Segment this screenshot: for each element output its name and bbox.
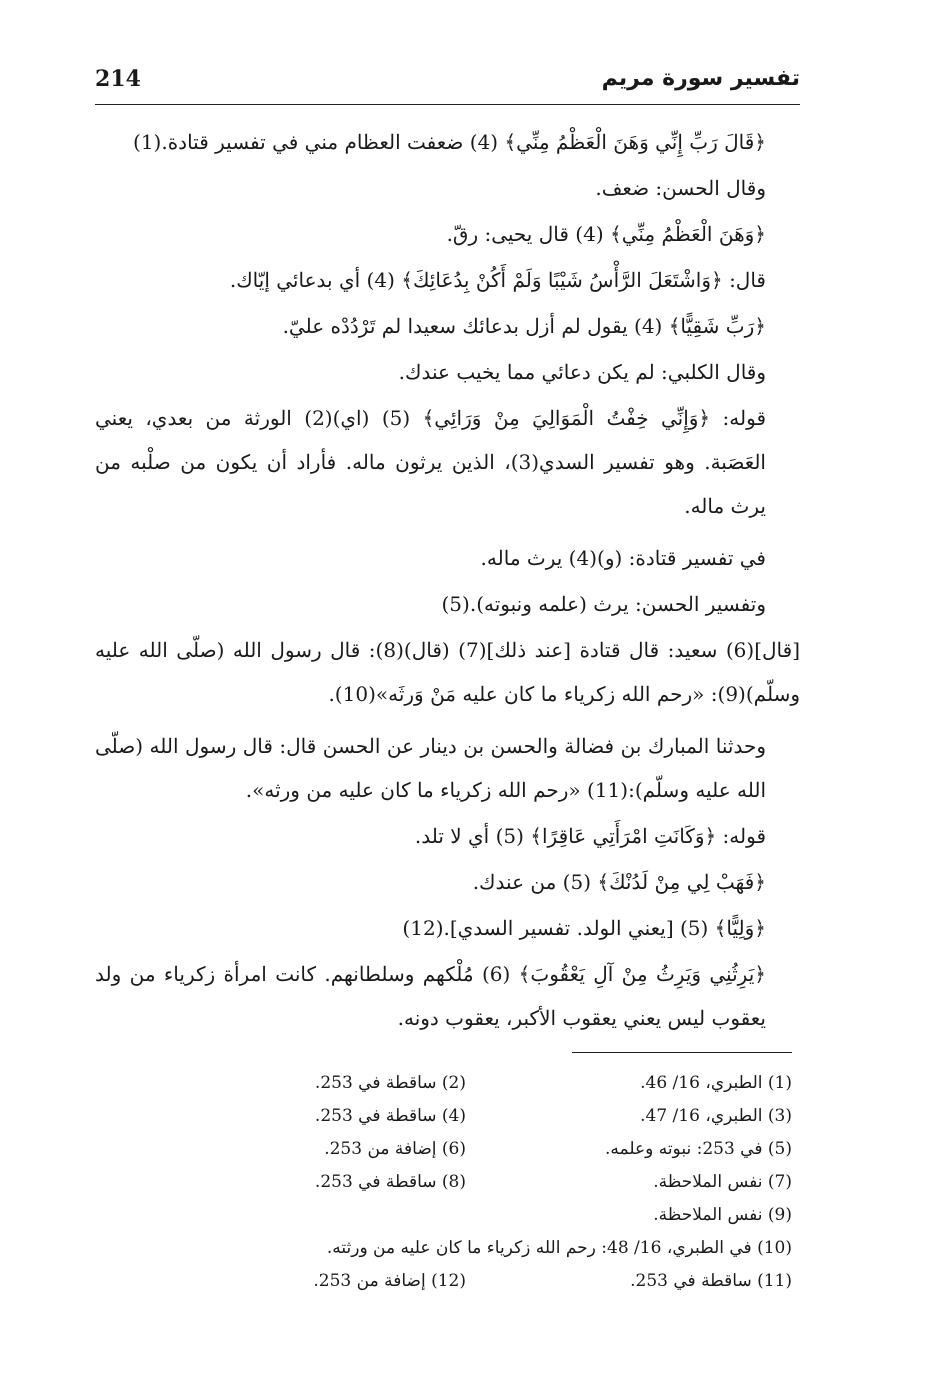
footnote-row <box>140 1132 792 1165</box>
footnote: (3) الطبري، 16/ 47. <box>640 1105 792 1126</box>
paragraph: [قال](6) سعيد: قال قتادة [عند ذلك](7) (قال)(8): قال رسول الله (صلّى الله عليه وسلّم)(9): «رحم الله زكرياء ما كان عليه مَنْ وَرثَه»(10). <box>95 638 800 706</box>
footnote-row <box>140 1264 792 1297</box>
paragraph: قوله: ﴿وَإِنِّي خِفْتُ الْمَوَالِيَ مِنْ وَرَائِي﴾ (5) (اي)(2) الورثة من بعدي، يعني العَصَبة. وهو تفسير السدي(3)، الذين يرثون ماله. فأراد أن يكون من صلْبه من يرث ماله. <box>95 406 767 518</box>
paragraph: ﴿وَهَنَ الْعَظْمُ مِنِّي﴾ (4) قال يحيى: رقّ. <box>446 222 766 246</box>
paragraph: ﴿يَرِثُنِي وَيَرِثُ مِنْ آلِ يَعْقُوبَ﴾ (6) مُلْكهم وسلطانهم. كانت امرأة زكرياء من ولد يعقوب ليس يعني يعقوب الأكبر، يعقوب دونه. <box>95 962 766 1030</box>
paragraph: ﴿فَهَبْ لِي مِنْ لَدُنْكَ﴾ (5) من عندك. <box>472 870 766 894</box>
footnote: (4) ساقطة في 253. <box>314 1105 466 1126</box>
paragraph: وقال الكلبي: لم يكن دعائي مما يخيب عندك. <box>398 360 766 384</box>
footnote: (7) نفس الملاحظة. <box>653 1171 792 1192</box>
paragraph: في تفسير قتادة: (و)(4) يرث ماله. <box>480 546 766 570</box>
footnote-divider <box>572 1052 792 1053</box>
footnote-row <box>140 1099 792 1132</box>
paragraph: ﴿رَبِّ شَقِيًّا﴾ (4) يقول لم أزل بدعائك سعيدا لم تَرْدُدْه عليّ. <box>282 314 766 338</box>
footnote: (10) في الطبري، 16/ 48: رحم الله زكرياء ما كان عليه من ورثته. <box>326 1237 792 1258</box>
paragraph: وتفسير الحسن: يرث (علمه ونبوته).(5) <box>441 592 766 616</box>
footnote-row <box>140 1165 792 1198</box>
paragraph: وقال الحسن: ضعف. <box>595 176 766 200</box>
footnote: (1) الطبري، 16/ 46. <box>640 1072 792 1093</box>
footnote: (12) إضافة من 253. <box>313 1270 466 1291</box>
paragraph: وحدثنا المبارك بن فضالة والحسن بن دينار عن الحسن قال: قال رسول الله (صلّى الله عليه وسلّم):(11) «رحم الله زكرياء ما كان عليه من ورثه». <box>95 734 766 802</box>
running-header <box>95 60 800 105</box>
paragraph: قوله: ﴿وَكَانَتِ امْرَأَتِي عَاقِرًا﴾ (5) أي لا تلد. <box>414 824 766 848</box>
paragraph: ﴿قَالَ رَبِّ إِنِّي وَهَنَ الْعَظْمُ مِنِّي﴾ (4) ضعفت العظام مني في تفسير قتادة.(1) <box>133 130 766 154</box>
chapter-title: تفسير سورة مريم <box>601 66 800 91</box>
footnote: (5) في 253: نبوته وعلمه. <box>604 1138 792 1159</box>
footnote-row <box>140 1198 792 1231</box>
footnotes <box>140 1066 792 1297</box>
main-text <box>95 120 800 1042</box>
footnote: (2) ساقطة في 253. <box>314 1072 466 1093</box>
paragraph: قال: ﴿وَاشْتَعَلَ الرَّأْسُ شَيْبًا وَلَمْ أَكُنْ بِدُعَائِكَ﴾ (4) أي بدعائي إيّاك. <box>229 268 766 292</box>
footnote-row <box>140 1231 792 1264</box>
footnote: (8) ساقطة في 253. <box>314 1171 466 1192</box>
page-number: 214 <box>95 66 141 92</box>
paragraph: ﴿وَلِيًّا﴾ (5) [يعني الولد. تفسير السدي].(12) <box>402 916 766 940</box>
footnote: (9) نفس الملاحظة. <box>653 1204 792 1225</box>
footnote: (11) ساقطة في 253. <box>630 1270 792 1291</box>
footnote: (6) إضافة من 253. <box>324 1138 466 1159</box>
footnote-row <box>140 1066 792 1099</box>
